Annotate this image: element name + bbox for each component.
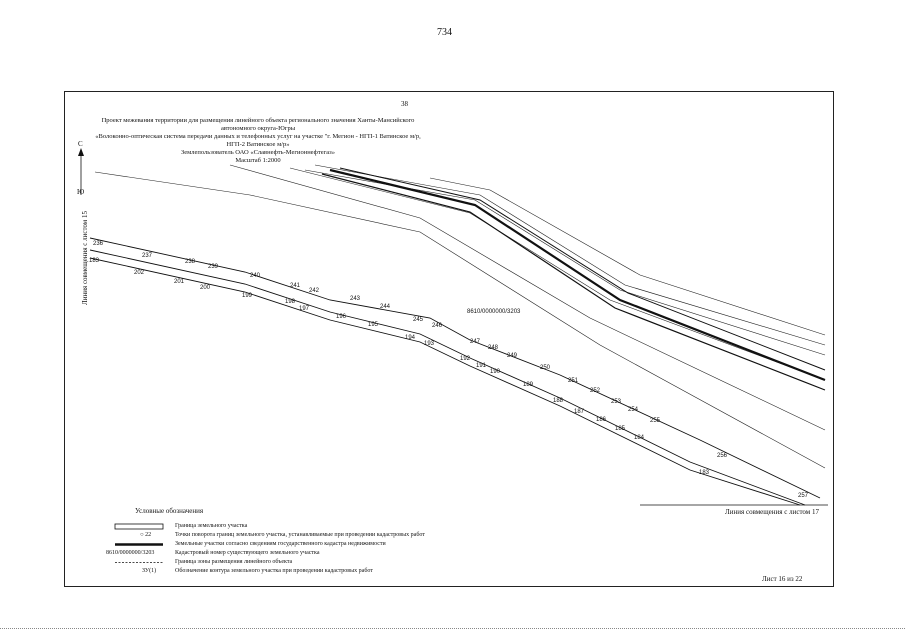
point-label: 239 [208, 264, 219, 270]
point-label: 187 [574, 409, 585, 415]
point-label: 251 [568, 378, 579, 384]
page-bottom-edge [0, 628, 905, 629]
point-label: 192 [460, 356, 471, 362]
south-label: Ю [77, 188, 85, 196]
title-line-6: Масштаб 1:2000 [235, 157, 281, 164]
point-label: 193 [424, 341, 435, 347]
point-label: 185 [615, 426, 626, 432]
sheet-footer: Лист 16 из 22 [762, 575, 803, 583]
point-label: 201 [174, 279, 185, 285]
point-label: 237 [142, 253, 153, 259]
point-label: 183 [89, 258, 100, 264]
legend-text: Кадастровый номер существующего земельного участка [175, 550, 320, 556]
legend-item [100, 540, 560, 549]
land-plot-boundary [90, 238, 820, 505]
point-label: 247 [470, 339, 481, 345]
match-line-left-label: Линия совмещения с листом 15 [81, 211, 89, 305]
linear-object-route [322, 168, 825, 390]
legend-text: Земельные участки согласно сведениям государственного кадастра недвижимости [175, 541, 386, 547]
title-line-5: Землепользователь ОАО «Славнефть-Мегионнефтегаз» [181, 149, 335, 156]
point-label: 249 [507, 353, 518, 359]
upper-point-labels [93, 241, 809, 499]
match-line-bottom-label: Линия совмещения с листом 17 [725, 508, 819, 516]
point-label: 189 [523, 382, 534, 388]
turning-point-symbol: ○ 22 [140, 532, 152, 538]
title-line-2: автономного округа-Югры [220, 125, 296, 132]
point-label: 191 [476, 363, 487, 369]
cadastral-number-symbol: 8610/0000000/3203 [106, 550, 155, 556]
point-label: 255 [650, 418, 661, 424]
title-line-3: «Волоконно-оптическая система передачи данных и телефонных услуг на участке "г. Мегион - НГП-1 Ватинское м/р, [95, 133, 421, 140]
legend-text: Точки поворота границ земельного участка, устанавливаемые при проведении кадастровых работ [175, 532, 425, 538]
point-label: 188 [553, 398, 564, 404]
point-label: 194 [405, 335, 416, 341]
terrain-lines [95, 165, 825, 468]
point-label: 195 [368, 322, 379, 328]
legend-item [100, 549, 560, 558]
point-label: 243 [350, 296, 361, 302]
lower-point-labels [89, 258, 710, 476]
point-label: 245 [413, 317, 424, 323]
point-label: 236 [93, 241, 104, 247]
point-label: 238 [185, 259, 196, 265]
title-line-4: НГП-2 Ватинское м/р» [226, 141, 290, 148]
point-label: 202 [134, 270, 145, 276]
point-label: 244 [380, 304, 391, 310]
point-label: 253 [611, 399, 622, 405]
point-label: 196 [336, 314, 347, 320]
point-label: 184 [634, 435, 645, 441]
title-line-1: Проект межевания территории для размещения линейного объекта регионального значения Ханты-Мансийского [101, 117, 415, 124]
point-label: 250 [540, 365, 551, 371]
existing-plot-symbol-icon [114, 541, 164, 548]
legend-item [100, 522, 560, 531]
cadastral-number: 8610/0000000/3203 [467, 309, 521, 315]
sheet-index: 38 [401, 100, 408, 108]
point-label: 240 [250, 273, 261, 279]
placement-zone-symbol-icon [114, 559, 164, 566]
point-label: 190 [490, 369, 501, 375]
north-label: С [78, 140, 83, 148]
legend-text: Граница земельного участка [175, 523, 248, 529]
point-label: 200 [200, 285, 211, 291]
point-label: 257 [798, 493, 809, 499]
contour-designation-symbol: ЗУ(1) [142, 568, 157, 574]
legend-text: Обозначение контура земельного участка при проведении кадастровых работ [175, 568, 373, 574]
boundary-symbol-icon [114, 523, 164, 530]
point-label: 254 [628, 407, 639, 413]
point-label: 256 [717, 453, 728, 459]
point-label: 242 [309, 288, 320, 294]
point-label: 183 [699, 470, 710, 476]
point-label: 246 [432, 323, 443, 329]
point-label: 252 [590, 388, 601, 394]
page-number: 734 [437, 27, 452, 38]
point-label: 248 [488, 345, 499, 351]
legend-item [100, 558, 560, 567]
point-label: 197 [299, 306, 310, 312]
legend-title: Условные обозначения [135, 507, 204, 515]
point-label: 186 [596, 417, 607, 423]
point-label: 199 [242, 293, 253, 299]
point-label: 241 [290, 283, 301, 289]
legend-item [100, 567, 560, 576]
legend-item [100, 531, 560, 540]
legend-text: Граница зоны размещения линейного объекта [175, 559, 293, 565]
point-label: 198 [285, 299, 296, 305]
